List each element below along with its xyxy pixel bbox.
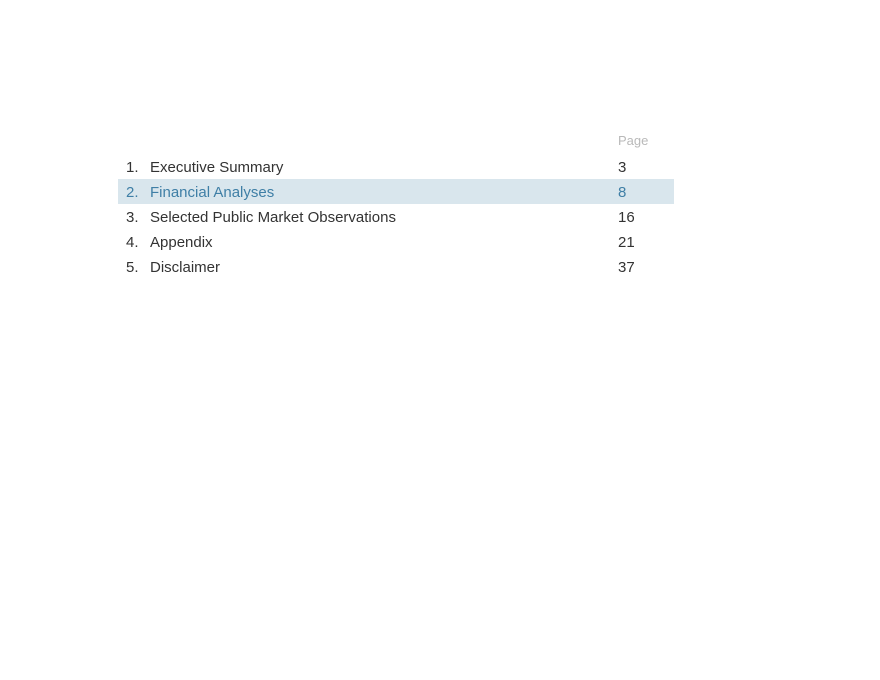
toc-item-title: Appendix: [150, 234, 213, 251]
toc-item-disclaimer[interactable]: [118, 254, 674, 279]
toc-item-title: Executive Summary: [150, 159, 284, 176]
toc-header: [118, 130, 674, 154]
toc-item-number: 3.: [126, 209, 139, 226]
toc-item-number: 5.: [126, 259, 139, 276]
toc-item-title: Selected Public Market Observations: [150, 209, 396, 226]
page-column-label: Page: [618, 133, 649, 148]
toc-item-selected-public-market-observations[interactable]: [118, 204, 674, 229]
toc-item-appendix[interactable]: [118, 229, 674, 254]
table-of-contents: [118, 130, 674, 279]
toc-item-number: 1.: [126, 159, 139, 176]
toc-item-title: Financial Analyses: [150, 184, 275, 201]
toc-item-page: 21: [618, 234, 635, 251]
toc-item-page: 8: [618, 184, 627, 201]
toc-item-title: Disclaimer: [150, 259, 221, 276]
toc-item-page: 3: [618, 159, 627, 176]
toc-item-number: 4.: [126, 234, 139, 251]
toc-item-page: 37: [618, 259, 635, 276]
toc-item-executive-summary[interactable]: [118, 154, 674, 179]
toc-item-page: 16: [618, 209, 635, 226]
toc-item-financial-analyses[interactable]: [118, 179, 674, 204]
toc-item-number: 2.: [126, 184, 139, 201]
